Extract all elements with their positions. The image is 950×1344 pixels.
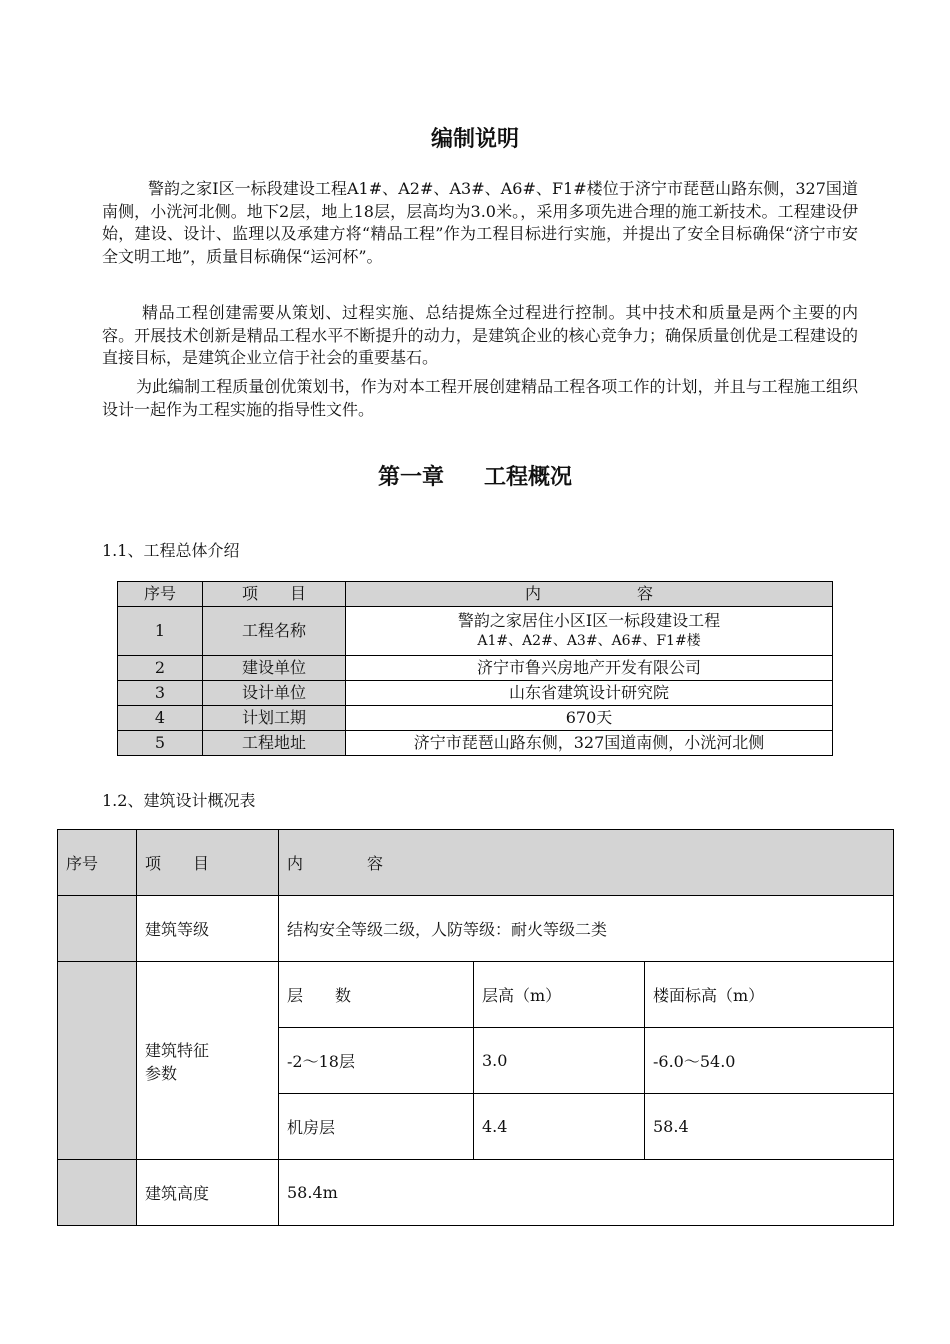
- row-item: 设计单位: [203, 681, 346, 706]
- intro-paragraph-2: 精品工程创建需要从策划、过程实施、总结提炼全过程进行控制。其中技术和质量是两个主要的内容。开展技术创新是精品工程水平不断提升的动力，是建筑企业的核心竞争力；确保质量创优是工程建设的直接目标，是建筑企业立信于社会的重要基石。: [102, 303, 858, 367]
- cell-floors: 机房层: [279, 1094, 474, 1160]
- cell-floor-height: 3.0: [474, 1028, 645, 1094]
- row-item: 建设单位: [203, 656, 346, 681]
- table-row: [58, 962, 894, 1028]
- row-content: 670天: [346, 706, 833, 731]
- row-content: 济宁市鲁兴房地产开发有限公司: [346, 656, 833, 681]
- row-no: [58, 896, 137, 962]
- cell-floors: -2～18层: [279, 1028, 474, 1094]
- row-content-line-2: A1#、A2#、A3#、A6#、F1#楼: [477, 633, 701, 649]
- table-row: [118, 681, 833, 706]
- section-2-heading: 1.2、建筑设计概况表: [102, 791, 256, 810]
- table-header-row: [118, 582, 833, 607]
- row-no: 1: [118, 607, 203, 656]
- intro-paragraph-1: 警韵之家Ⅰ区一标段建设工程A1#、A2#、A3#、A6#、F1#楼位于济宁市琵琶山路东侧，327国道南侧，小洸河北侧。地下2层，地上18层，层高均为3.0米。，采用多项先进合理的施工新技术。工程建设伊始，建设、设计、监理以及承建方将“精品工程”作为工程目标进行实施，并提出了安全目标确保“济宁市安全文明工地”，质量目标确保“运河杯”。: [102, 179, 858, 266]
- row-no: 5: [118, 731, 203, 756]
- chapter-title: [0, 460, 950, 491]
- table-row: [58, 1160, 894, 1226]
- row-content: 济宁市琵琶山路东侧，327国道南侧，小洸河北侧: [346, 731, 833, 756]
- intro-paragraph-3: 为此编制工程质量创优策划书，作为对本工程开展创建精品工程各项工作的计划，并且与工程施工组织设计一起作为工程实施的指导性文件。: [102, 377, 858, 419]
- row-no: [58, 962, 137, 1160]
- chapter-label: 第一章: [377, 465, 444, 490]
- section-1-heading: 1.1、工程总体介绍: [102, 541, 240, 560]
- table-row: [118, 706, 833, 731]
- table-row: [118, 656, 833, 681]
- sub-header-floor-height: 层高（m）: [474, 962, 645, 1028]
- header-content: 内 容: [279, 830, 894, 896]
- row-item: 计划工期: [203, 706, 346, 731]
- table-row: [118, 731, 833, 756]
- table-row: [58, 896, 894, 962]
- cell-floor-elevation: -6.0～54.0: [645, 1028, 894, 1094]
- building-design-table: [57, 829, 894, 1226]
- table-header-row: [58, 830, 894, 896]
- project-overview-table: [117, 581, 833, 756]
- row-item-line-1: 建筑特征: [145, 1040, 210, 1060]
- intro-title: 编制说明: [430, 127, 519, 152]
- row-item: 工程名称: [203, 607, 346, 656]
- chapter-name: 工程概况: [484, 465, 573, 490]
- row-no: 3: [118, 681, 203, 706]
- header-item: 项 目: [203, 582, 346, 607]
- header-item: 项 目: [137, 830, 279, 896]
- row-item: [137, 962, 279, 1160]
- row-content: 山东省建筑设计研究院: [346, 681, 833, 706]
- row-item-line-2: 参数: [145, 1063, 178, 1083]
- header-no: 序号: [118, 582, 203, 607]
- cell-floor-elevation: 58.4: [645, 1094, 894, 1160]
- cell-floor-height: 4.4: [474, 1094, 645, 1160]
- table-row: [118, 607, 833, 656]
- header-content: 内 容: [346, 582, 833, 607]
- row-item: 建筑高度: [137, 1160, 279, 1226]
- row-content: 58.4m: [279, 1160, 894, 1226]
- row-item: 工程地址: [203, 731, 346, 756]
- row-content: [346, 607, 833, 656]
- row-item: 建筑等级: [137, 896, 279, 962]
- row-no: [58, 1160, 137, 1226]
- row-content: 结构安全等级二级，人防等级：耐火等级二类: [279, 896, 894, 962]
- row-no: 2: [118, 656, 203, 681]
- row-no: 4: [118, 706, 203, 731]
- row-content-line-1: 警韵之家居住小区Ⅰ区一标段建设工程: [457, 611, 721, 630]
- sub-header-floors: 层 数: [279, 962, 474, 1028]
- header-no: 序号: [58, 830, 137, 896]
- sub-header-floor-elevation: 楼面标高（m）: [645, 962, 894, 1028]
